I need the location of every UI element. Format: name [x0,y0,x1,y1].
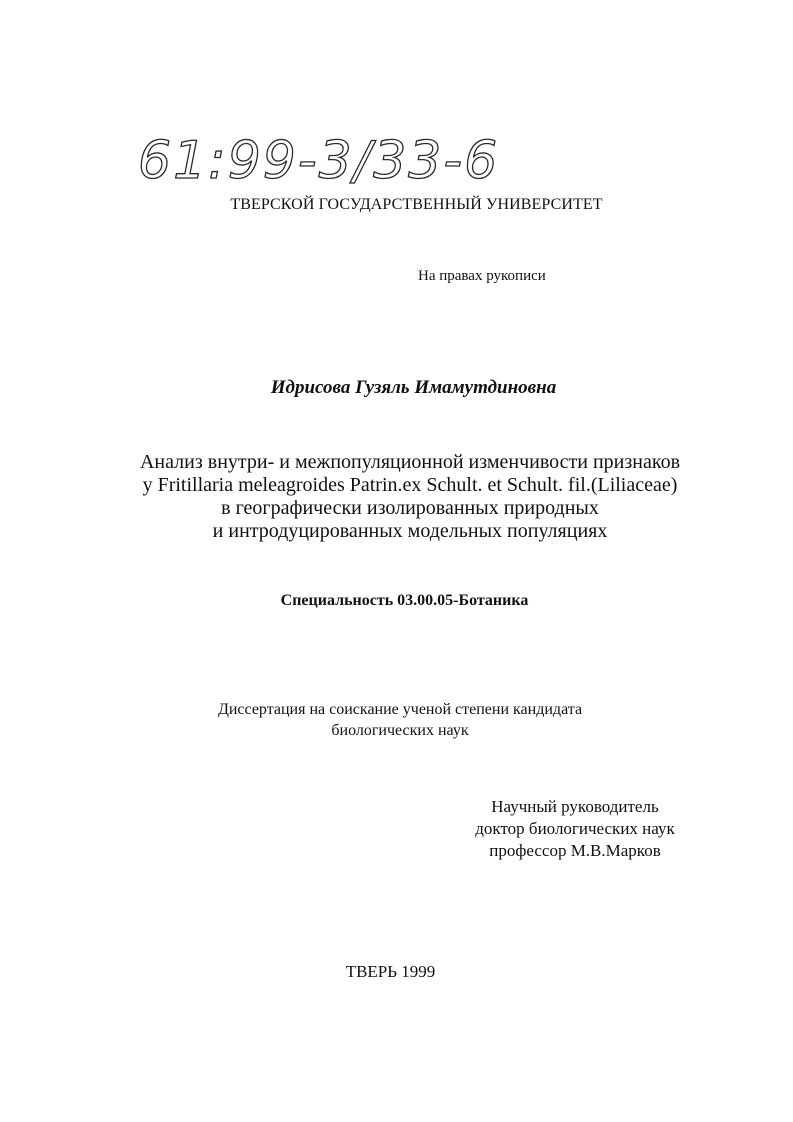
supervisor-line-2: доктор биологических наук [475,819,675,838]
supervisor-block [415,796,735,862]
city-year: ТВЕРЬ 1999 [345,962,436,981]
handwritten-code-text: 61:99-3/33-6 [138,131,500,191]
author-name: Идрисова Гузяль Имамутдиновна [270,377,557,398]
title-line-2: у Fritillaria meleagroides Patrin.ex Schult. et Schult. fil.(Liliaceae) [142,474,678,496]
specialty: Специальность 03.00.05-Ботаника [280,592,529,609]
dissertation-title [60,451,760,543]
title-line-4: и интродуцированных модельных популяциях [212,520,608,542]
degree-statement [150,699,650,741]
supervisor-line-1: Научный руководитель [491,797,659,816]
handwritten-code-drawing [138,118,518,198]
degree-line-1: Диссертация на соискание ученой степени кандидата [217,701,583,718]
manuscript-note: На правах рукописи [418,268,546,284]
degree-line-2: биологических наук [331,722,469,739]
title-line-3: в географически изолированных природных [221,497,599,519]
university-name: ТВЕРСКОЙ ГОСУДАРСТВЕННЫЙ УНИВЕРСИТЕТ [230,196,603,213]
handwritten-archive-code [138,118,518,198]
title-line-1: Анализ внутри- и межпопуляционной изменчивости признаков [139,451,681,473]
supervisor-line-3: профессор М.В.Марков [489,841,661,860]
